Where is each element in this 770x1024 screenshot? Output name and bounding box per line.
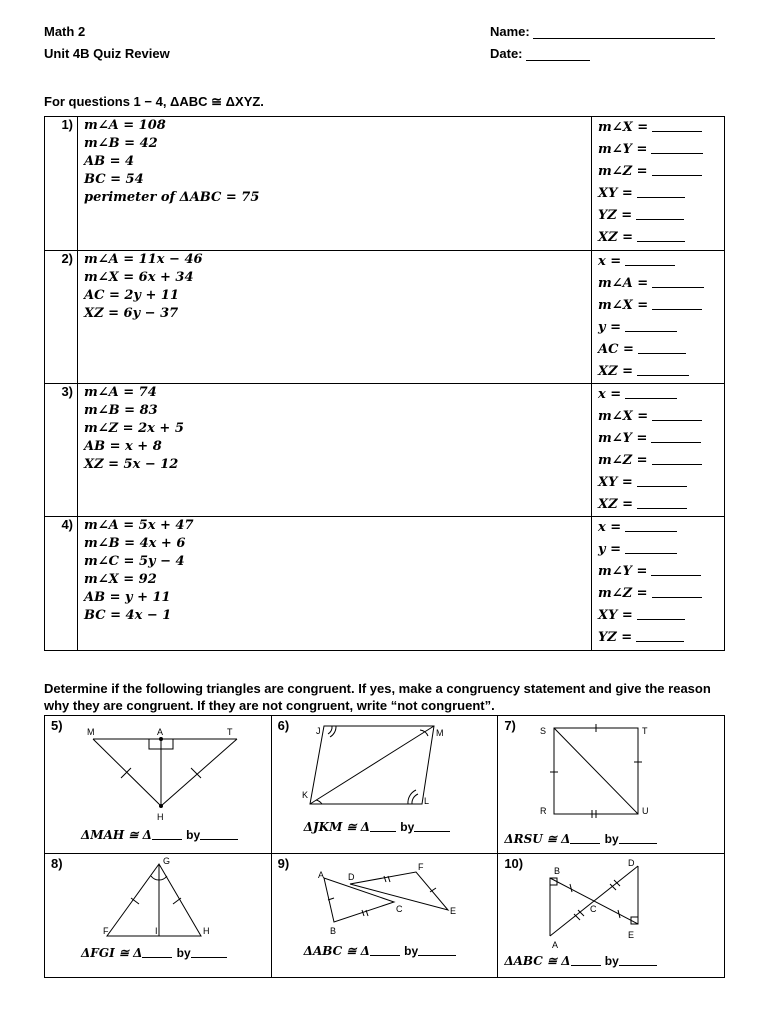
congruency-statement[interactable] [504,954,656,968]
unit-title: Unit 4B Quiz Review [44,46,170,61]
question-row [45,117,725,251]
answer-label: XZ = [598,497,633,512]
answer-label: y = [598,542,621,557]
problem-number: 5) [51,718,63,733]
congruency-statement[interactable] [304,944,456,958]
figures-grid [44,715,725,978]
answer-label: m∠Y = [598,431,648,446]
name-field[interactable] [490,24,715,39]
answer-blank[interactable] [652,454,702,465]
answer-label: m∠X = [598,120,649,135]
problem-7 [498,716,725,854]
vertex-label-g: G [163,856,171,866]
statement-text: ΔRSU ≅ Δ [504,832,571,846]
answer-blank[interactable] [652,165,702,176]
answer-row[interactable] [598,561,724,583]
answer-column [592,117,725,251]
question-number: 2) [45,251,78,384]
question-number: 3) [45,384,78,517]
given-line: m∠A = 11x − 46 [84,252,203,267]
answer-blank[interactable] [625,521,677,532]
answer-row[interactable] [598,517,724,539]
answer-blank[interactable] [636,631,684,642]
answer-blank[interactable] [652,587,702,598]
answer-blank[interactable] [651,143,703,154]
answer-row[interactable] [598,627,724,649]
given-line: m∠A = 5x + 47 [84,518,194,533]
vertex-label-c: C [395,904,403,914]
vertex-label-b: B [329,926,336,936]
answer-label: m∠X = [598,298,649,313]
answer-label: m∠Z = [598,586,648,601]
answer-label: y = [598,320,621,335]
answer-row[interactable] [598,406,724,428]
statement-text: ΔABC ≅ Δ [504,954,571,968]
vertex-label-f: F [417,862,424,872]
answer-label: XY = [598,608,633,623]
questions-table [44,116,725,651]
question-number: 4) [45,517,78,651]
answer-column [592,517,725,651]
answer-blank[interactable] [637,231,685,242]
vertex-label-a: A [317,870,324,880]
answer-blank[interactable] [651,565,701,576]
answer-blank[interactable] [652,121,702,132]
by-label: by [176,946,191,960]
congruency-statement[interactable] [81,828,238,842]
answer-label: XZ = [598,230,633,245]
answer-blank[interactable] [638,343,686,354]
statement-text: ΔABC ≅ Δ [303,944,370,958]
answer-row[interactable] [598,583,724,605]
answer-row[interactable] [598,539,724,561]
vertex-label-f: F [103,926,109,936]
problem-6 [271,716,498,854]
answer-row[interactable] [598,295,724,317]
course-title: Math 2 [44,24,86,39]
answer-column [592,251,725,384]
answer-row[interactable] [598,361,724,383]
answer-row[interactable] [598,494,724,516]
answer-label: m∠Z = [598,164,648,179]
given-line: m∠B = 83 [84,403,158,418]
vertex-label-h: H [203,926,210,936]
answer-blank[interactable] [637,187,685,198]
given-line: m∠B = 4x + 6 [84,536,186,551]
problem-5 [45,716,272,854]
answer-blank[interactable] [637,365,689,376]
answer-blank[interactable] [625,321,677,332]
answer-row[interactable] [598,227,724,249]
answer-row[interactable] [598,161,724,183]
question-number: 1) [45,117,78,251]
answer-row[interactable] [598,428,724,450]
question-row [45,384,725,517]
answer-blank[interactable] [625,388,677,399]
answer-label: m∠Y = [598,142,648,157]
answer-row[interactable] [598,139,724,161]
answer-blank[interactable] [637,476,687,487]
problem-number: 6) [277,718,290,733]
given-line: m∠C = 5y − 4 [84,554,185,569]
vertex-label-t: T [642,726,648,736]
answer-blank[interactable] [637,498,687,509]
given-line: BC = 4x − 1 [84,608,172,623]
answer-label: YZ = [598,208,633,223]
answer-row[interactable] [598,450,724,472]
vertex-label-e: E [449,906,456,916]
congruency-statement[interactable] [304,820,451,834]
answer-label: AC = [598,342,634,357]
congruency-statement[interactable] [504,832,656,846]
intro-text: For questions 1 − 4, ΔABC ≅ ΔXYZ. [44,94,264,109]
by-label: by [404,944,419,958]
instructions: Determine if the following triangles are congruent. If yes, make a congruency statement and give the reason why they are congruent. If they are not congruent, write “not congruent”. [44,681,711,713]
vertex-label-d: D [628,858,635,868]
statement-text: ΔFGI ≅ Δ [81,946,143,960]
given-line: m∠X = 6x + 34 [84,270,194,285]
vertex-label-h: H [157,812,164,822]
given-line: XZ = 5x − 12 [84,457,179,472]
answer-blank[interactable] [625,255,675,266]
answer-row[interactable] [598,205,724,227]
date-label: Date: [490,46,523,61]
given-values [78,117,592,251]
vertex-label-m: M [87,727,95,737]
answer-label: m∠X = [598,409,649,424]
answer-label: m∠A = [598,276,649,291]
answer-label: XY = [598,475,633,490]
given-line: m∠A = 108 [84,118,166,133]
vertex-label-e: E [628,930,635,940]
given-line: AB = x + 8 [84,439,162,454]
answer-blank[interactable] [652,277,704,288]
problem-number: 8) [51,856,63,871]
congruency-statement[interactable] [81,946,227,960]
answer-row[interactable] [598,384,724,406]
given-line: BC = 54 [84,172,144,187]
vertex-label-a: A [157,727,164,737]
vertex-label-t: T [227,727,233,737]
answer-row[interactable] [598,183,724,205]
answer-row[interactable] [598,339,724,361]
problem-number: 7) [504,718,516,733]
name-line[interactable] [533,26,715,39]
problem-8 [45,854,272,978]
vertex-label-l: L [423,796,429,806]
vertex-label-d: D [347,872,355,882]
figure-9-diagram [272,854,499,978]
answer-row[interactable] [598,273,724,295]
vertex-label-s: S [540,726,547,736]
answer-blank[interactable] [652,410,702,421]
vertex-label-c: C [590,904,597,914]
answer-label: XZ = [598,364,633,379]
answer-blank[interactable] [652,299,702,310]
answer-label: x = [598,254,622,269]
given-line: m∠X = 92 [84,572,157,587]
answer-row[interactable] [598,117,724,139]
answer-blank[interactable] [637,609,685,620]
answer-row[interactable] [598,317,724,339]
answer-label: m∠Y = [598,564,648,579]
vertex-label-j: J [315,726,321,736]
given-values [78,517,592,651]
answer-blank[interactable] [651,432,701,443]
problem-10 [498,854,725,978]
given-line: m∠B = 42 [84,136,158,151]
vertex-label-m: M [435,728,444,738]
answer-row[interactable] [598,605,724,627]
answer-blank[interactable] [625,543,677,554]
answer-label: x = [598,387,622,402]
vertex-label-u: U [642,806,649,816]
by-label: by [400,820,415,834]
problem-9 [271,854,498,978]
given-line: m∠A = 74 [84,385,157,400]
vertex-label-k: K [301,790,308,800]
date-field[interactable] [490,46,590,61]
vertex-label-a: A [552,940,559,950]
given-line: XZ = 6y − 37 [84,306,179,321]
answer-column [592,384,725,517]
statement-text: ΔMAH ≅ Δ [81,828,152,842]
by-label: by [604,832,619,846]
question-row [45,251,725,384]
answer-row[interactable] [598,472,724,494]
given-values [78,251,592,384]
given-values [78,384,592,517]
given-line: perimeter of ΔABC = 75 [84,190,260,205]
statement-text: ΔJKM ≅ Δ [303,820,371,834]
answer-label: m∠Z = [598,453,648,468]
question-row [45,517,725,651]
problem-number: 10) [504,856,524,871]
date-line[interactable] [526,48,590,61]
given-line: AC = 2y + 11 [84,288,180,303]
answer-label: XY = [598,186,633,201]
name-label: Name: [490,24,530,39]
vertex-label-r: R [540,806,547,816]
given-line: m∠Z = 2x + 5 [84,421,184,436]
vertex-label-b: B [554,866,561,876]
answer-label: x = [598,520,622,535]
answer-label: YZ = [598,630,633,645]
by-label: by [186,828,201,842]
answer-blank[interactable] [636,209,684,220]
vertex-label-i: I [155,926,158,936]
answer-row[interactable] [598,251,724,273]
given-line: AB = 4 [84,154,135,169]
problem-number: 9) [277,856,290,871]
by-label: by [604,954,619,968]
given-line: AB = y + 11 [84,590,171,605]
